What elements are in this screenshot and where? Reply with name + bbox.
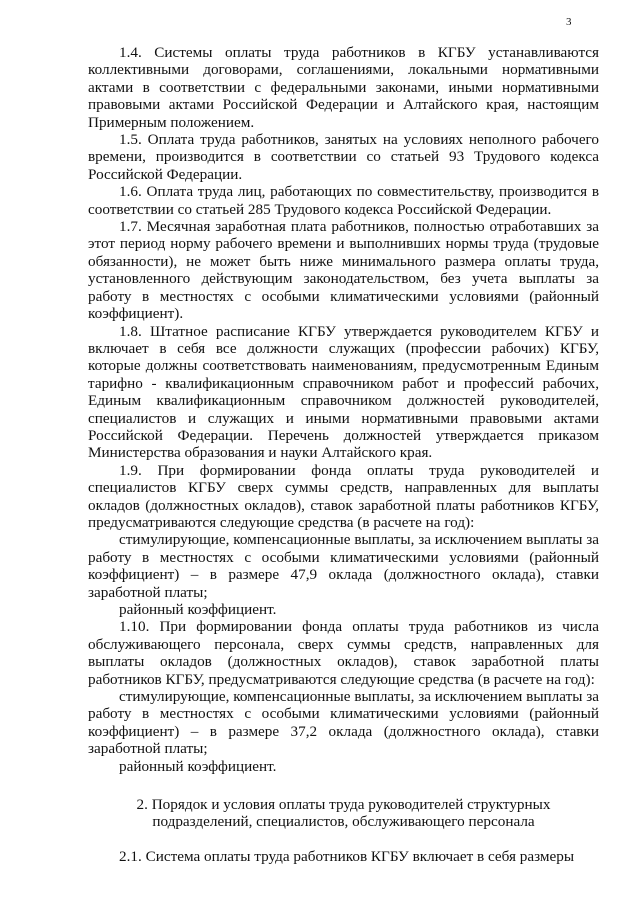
page-number: 3 (566, 16, 572, 28)
paragraph-1-10-item-2: районный коэффициент. (119, 757, 277, 775)
paragraph-1-9: 1.9. При формировании фонда оплаты труда руководителей и специалистов КГБУ сверх суммы средств, направленных для выплаты окладов (должностных окладов), ставок заработной платы работников КГБУ, предусматриваются следующие средства (в расчете на год): (88, 461, 599, 531)
paragraph-1-10-item-1: стимулирующие, компенсационные выплаты, за исключением выплаты за работу в местностях с особыми климатическими условиями (районный коэффициент) – в размере 37,2 оклада (должностного оклада), ставки заработной платы; (88, 688, 599, 758)
paragraph-1-10: 1.10. При формировании фонда оплаты труда работников из числа обслуживающего персонала, сверх суммы средств, направленных для выплаты окладов (должностных окладов), ставок заработной платы работников КГБУ, предусматриваются следующие средства (в расчете на год): (88, 618, 599, 688)
section-heading: 2. Порядок и условия оплаты труда руководителей структурных подразделений, специалистов, обслуживающего персонала (136, 796, 551, 831)
paragraph-1-5: 1.5. Оплата труда работников, занятых на условиях неполного рабочего времени, производится в соответствии со статьей 93 Трудового кодекса Российской Федерации. (88, 131, 599, 183)
paragraph-1-6: 1.6. Оплата труда лиц, работающих по совместительству, производится в соответствии со статьей 285 Трудового кодекса Российской Федерации. (88, 183, 599, 218)
paragraph-1-4: 1.4. Системы оплаты труда работников в КГБУ устанавливаются коллективными договорами, соглашениями, локальными нормативными актами в соответствии с федеральными законами, иными нормативными правовыми актами Российской Федерации и Алтайского края, настоящим Примерным положением. (88, 44, 599, 131)
document-body (88, 44, 599, 865)
paragraph-1-8: 1.8. Штатное расписание КГБУ утверждается руководителем КГБУ и включает в себя все должности служащих (профессии рабочих) КГБУ, которые должны соответствовать наименованиям, предусмотренным Единым тарифно - квалификационным справочником работ и профессий рабочих, Единым квалификационным справочником должностей руководителей, специалистов и служащих и иными нормативными правовыми актами Российской Федерации. Перечень должностей утверждается приказом Министерства образования и науки Алтайского края. (88, 322, 599, 462)
paragraph-1-7: 1.7. Месячная заработная плата работников, полностью отработавших за этот период норму рабочего времени и выполнивших нормы труда (трудовые обязанности), не может быть ниже минимального размера оплаты труда, установленного действующим законодательством, без учета выплаты за работу в местностях с особыми климатическими условиями (районный коэффициент). (88, 218, 599, 323)
paragraph-1-9-item-1: стимулирующие, компенсационные выплаты, за исключением выплаты за работу в местностях с особыми климатическими условиями (районный коэффициент) – в размере 47,9 оклада (должностного оклада), ставки заработной платы; (88, 531, 599, 601)
paragraph-1-9-item-2: районный коэффициент. (119, 601, 277, 618)
paragraph-2-1: 2.1. Система оплаты труда работников КГБУ включает в себя размеры (119, 847, 575, 865)
